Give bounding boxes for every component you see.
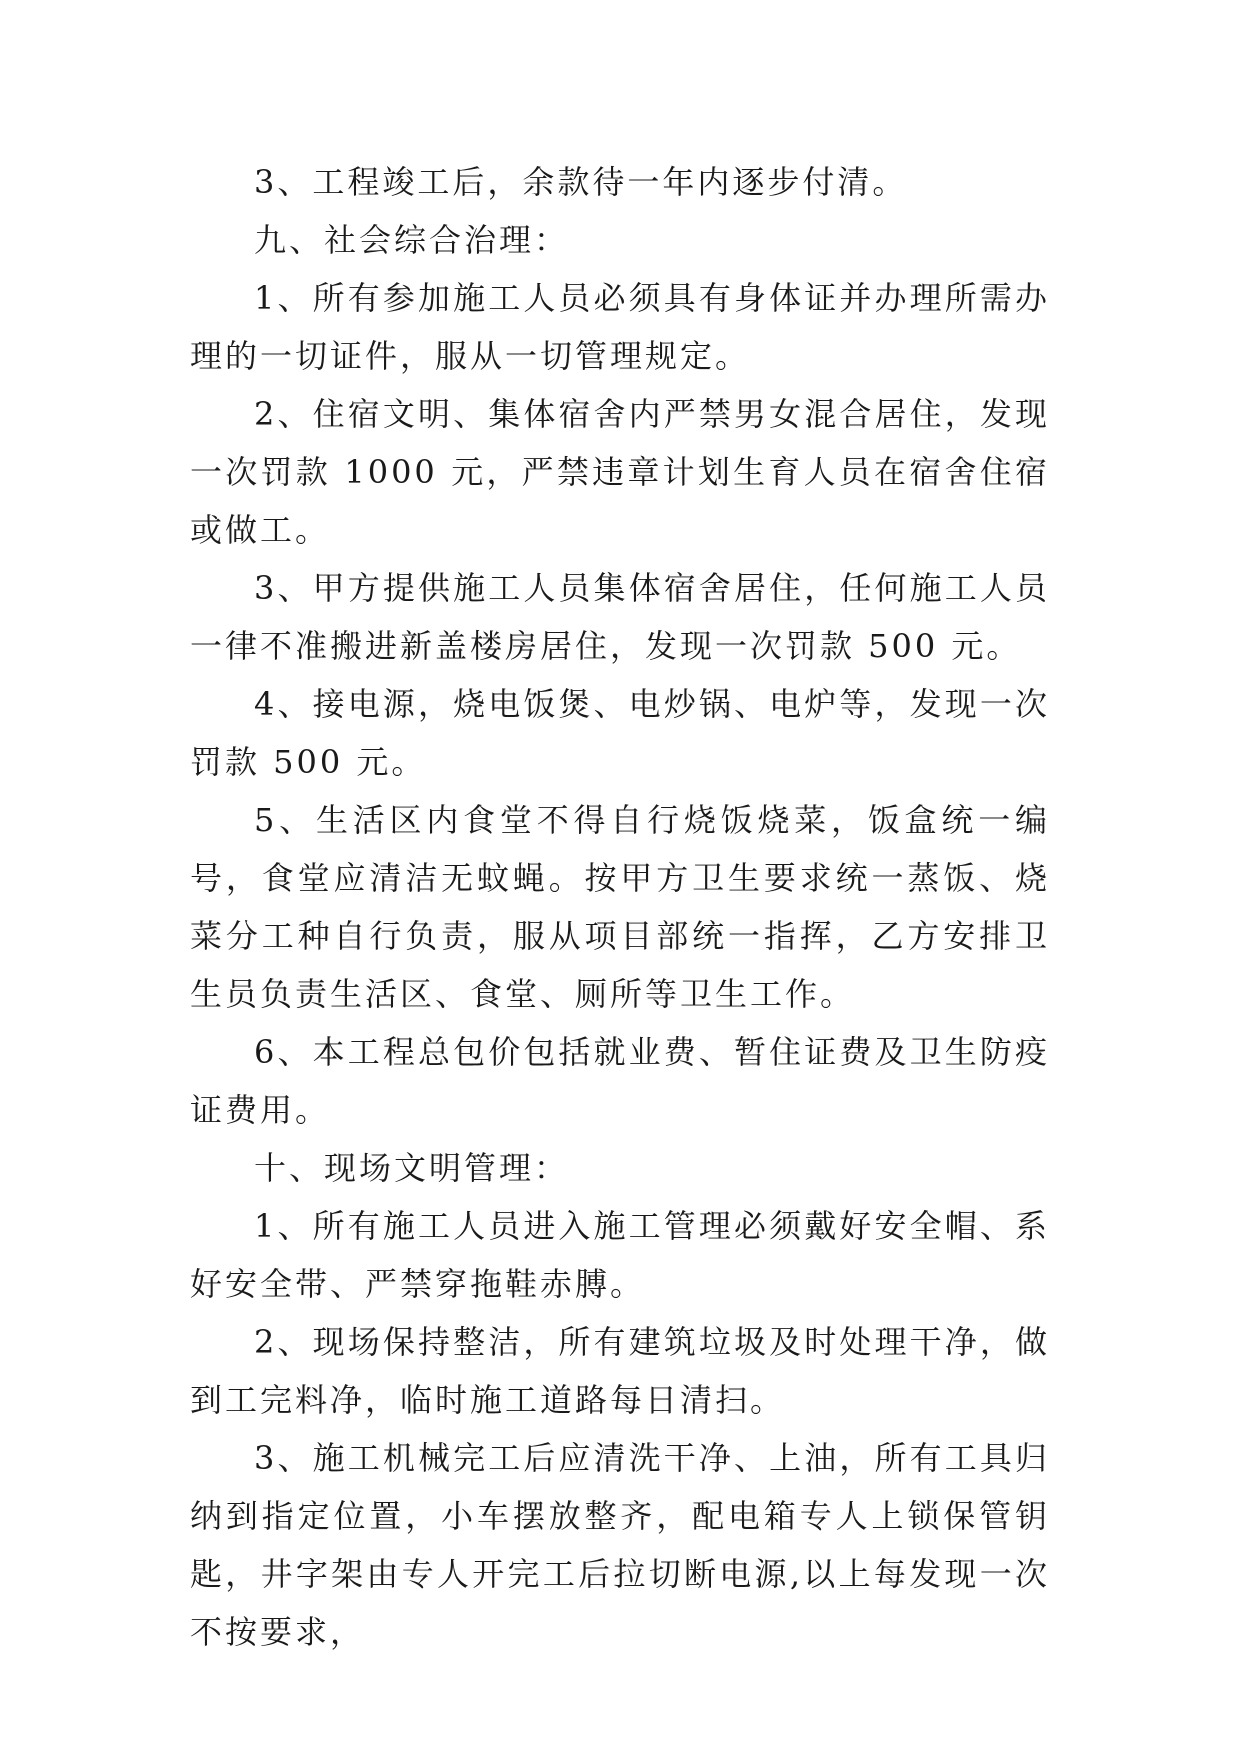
paragraph-electricity-rules: 4、接电源，烧电饭煲、电炒锅、电炉等，发现一次罚款 500 元。 (190, 685, 1050, 781)
paragraph-site-cleanliness: 2、现场保持整洁，所有建筑垃圾及时处理干净，做到工完料净，临时施工道路每日清扫。 (190, 1323, 1050, 1419)
paragraph-housing-rules: 3、甲方提供施工人员集体宿舍居住，任何施工人员一律不准搬进新盖楼房居住，发现一次罚款 500 元。 (190, 569, 1050, 665)
paragraph-safety-gear: 1、所有施工人员进入施工管理必须戴好安全帽、系好安全带、严禁穿拖鞋赤膊。 (190, 1207, 1050, 1303)
paragraph-dormitory-rules: 2、住宿文明、集体宿舍内严禁男女混合居住，发现一次罚款 1000 元，严禁违章计划生育人员在宿舍住宿或做工。 (190, 395, 1050, 549)
paragraph-balance-payment: 3、工程竣工后，余款待一年内逐步付清。 (254, 163, 908, 201)
heading-social-governance: 九、社会综合治理： (254, 221, 570, 259)
paragraph-canteen-rules: 5、生活区内食堂不得自行烧饭烧菜，饭盒统一编号，食堂应清洁无蚊蝇。按甲方卫生要求统一蒸饭、烧菜分工种自行负责，服从项目部统一指挥，乙方安排卫生员负责生活区、食堂、厕所等卫生工作。 (190, 801, 1050, 1013)
paragraph-id-documents: 1、所有参加施工人员必须具有身体证并办理所需办理的一切证件，服从一切管理规定。 (190, 279, 1050, 375)
document-body (190, 153, 1050, 1661)
paragraph-machinery-rules: 3、施工机械完工后应清洗干净、上油，所有工具归纳到指定位置，小车摆放整齐，配电箱专人上锁保管钥匙，井字架由专人开完工后拉切断电源,以上每发现一次不按要求， (190, 1439, 1050, 1651)
paragraph-fees-included: 6、本工程总包价包括就业费、暂住证费及卫生防疫证费用。 (190, 1033, 1050, 1129)
heading-site-management: 十、现场文明管理： (254, 1149, 570, 1187)
